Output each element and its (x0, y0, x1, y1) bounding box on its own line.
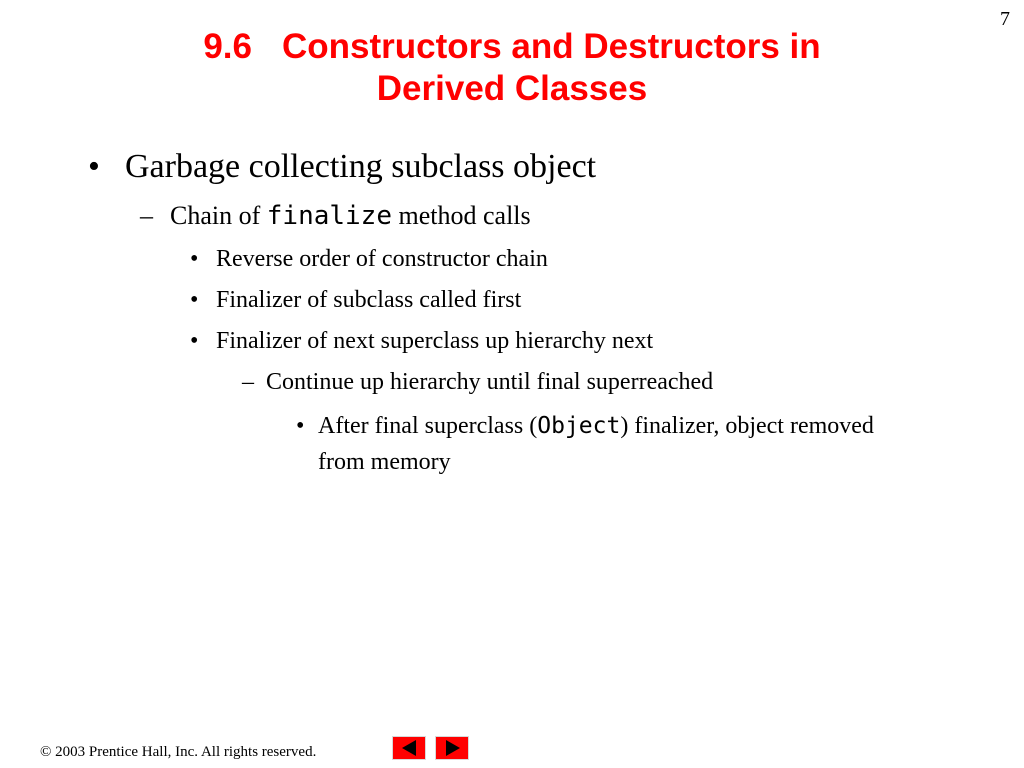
text-suffix: method calls (392, 201, 531, 230)
bullet-text: Continue up hierarchy until final superreached (266, 369, 714, 395)
copyright-notice: © 2003 Prentice Hall, Inc. All rights reserved. (40, 744, 317, 760)
code-object: Object (537, 413, 621, 439)
bullet-dot: • (190, 287, 199, 313)
section-number: 9.6 (203, 27, 252, 66)
bullet-text (318, 408, 888, 480)
bullet-dot: • (190, 328, 199, 354)
text-prefix: Chain of (170, 201, 267, 230)
title-text-1: Constructors and Destructors in (281, 27, 821, 66)
bullet-dot: • (190, 246, 199, 272)
bullet-dash: – (140, 201, 153, 230)
text-suffix: ) finalizer, object removed from memory (318, 413, 874, 475)
bullet-text: Finalizer of next superclass up hierarchy next (216, 328, 654, 354)
next-slide-button[interactable] (435, 736, 469, 760)
right-arrow-icon (446, 740, 460, 756)
left-arrow-icon (402, 740, 416, 756)
bullet-text: Reverse order of constructor chain (216, 246, 548, 272)
footer (0, 730, 1024, 768)
bullet-dot: • (88, 148, 100, 185)
code-finalize: finalize (266, 201, 392, 231)
text-prefix: After final superclass ( (318, 413, 538, 439)
previous-slide-button[interactable] (392, 736, 426, 760)
title-line-2: Derived Classes (376, 69, 648, 108)
bullet-text: Finalizer of subclass called first (216, 287, 522, 313)
page-number: 7 (1000, 8, 1010, 30)
bullet-dash: – (242, 369, 254, 395)
bullet-text (170, 198, 531, 234)
bullet-text: Garbage collecting subclass object (125, 148, 597, 185)
bullet-dot: • (296, 413, 305, 439)
